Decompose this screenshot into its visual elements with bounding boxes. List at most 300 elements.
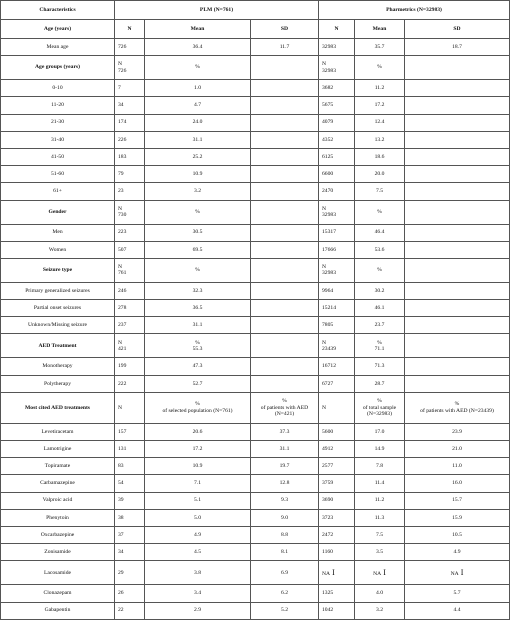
cell-psd [405, 131, 510, 148]
cell-sd [251, 39, 319, 56]
cell-mean [145, 282, 251, 299]
cell-text: 199 [118, 363, 127, 370]
cell-n [115, 526, 145, 543]
cell-pmean [355, 131, 405, 148]
cell-mean [145, 602, 251, 619]
cell-psd [405, 602, 510, 619]
cell-text: 246 [118, 287, 127, 294]
cell-psd [405, 200, 510, 224]
subheader-n: N [115, 20, 145, 39]
cell-text: 4.0 [376, 590, 383, 597]
cell-text: 2577 [322, 463, 334, 470]
subheader-row [1, 20, 510, 39]
cell-text: 3690 [322, 497, 334, 504]
cell-sd [251, 80, 319, 97]
cell-mean [145, 423, 251, 440]
cell-text: N 32983 [322, 205, 336, 218]
cell-text: 278 [118, 304, 127, 311]
cell-pmean [355, 458, 405, 475]
cell-text: 20.6 [192, 428, 203, 435]
cell-text: Age groups (years) [35, 64, 80, 71]
cell-text: Seizure type [42, 267, 73, 274]
footnote-mark-icon: I [332, 568, 335, 578]
cell-text: % [195, 64, 200, 71]
cell-label [1, 492, 115, 509]
cell-text: 19.7 [279, 463, 290, 470]
cell-text: 28.7 [374, 380, 385, 387]
cell-text: 31.1 [279, 445, 290, 452]
cell-n [115, 224, 145, 241]
cell-label [1, 258, 115, 282]
cell-text: Lacosamide [43, 569, 72, 576]
cell-n [115, 441, 145, 458]
cell-text: 31.1 [192, 322, 203, 329]
cell-n [115, 585, 145, 602]
cell-text: 21-30 [50, 119, 65, 126]
cell-text: 9964 [322, 287, 334, 294]
cell-psd [405, 224, 510, 241]
cell-n [115, 56, 145, 80]
cell-text: 7.5 [376, 188, 383, 195]
cell-text: 26 [118, 590, 124, 597]
cell-label [1, 39, 115, 56]
cell-text: 46.4 [374, 229, 385, 236]
cell-mean [145, 375, 251, 392]
cell-pmean [355, 602, 405, 619]
table-row [1, 492, 510, 509]
cell-text: 71.3 [374, 363, 385, 370]
cell-pmean [355, 97, 405, 114]
cell-text: % [377, 267, 382, 274]
cell-psd [405, 334, 510, 358]
cell-text: % [377, 64, 382, 71]
cell-text: 36.5 [192, 304, 203, 311]
cell-mean [145, 183, 251, 200]
cell-text: 47.3 [192, 363, 203, 370]
cell-mean [145, 200, 251, 224]
cell-text: 11-20 [51, 102, 64, 109]
cell-text: 8.1 [281, 549, 288, 555]
cell-text: % of patients with AED (N=23439) [420, 401, 494, 414]
cell-text: 18.7 [452, 43, 462, 50]
cell-pmean [355, 80, 405, 97]
cell-n [115, 458, 145, 475]
cell-pmean [355, 585, 405, 602]
cell-text: 6600 [322, 171, 334, 177]
cell-text: % 55.3 [192, 339, 203, 352]
cell-text: 23 [118, 188, 124, 195]
cell-mean [145, 317, 251, 334]
cell-text: Primary generalized seizures [25, 287, 90, 294]
cell-text: Monotherapy [42, 363, 73, 370]
table-row [1, 334, 510, 358]
cell-text: 1160 [322, 549, 333, 555]
cell-sd [251, 183, 319, 200]
cell-psd [405, 423, 510, 440]
cell-text: 31-40 [50, 136, 65, 143]
cell-psd [405, 148, 510, 165]
cell-text: N 726 [118, 61, 127, 74]
cell-pn [319, 80, 355, 97]
cell-text: 53.6 [374, 246, 385, 253]
cell-mean [145, 300, 251, 317]
cell-text: 6.2 [281, 590, 288, 597]
cell-pmean [355, 561, 405, 585]
cell-text: % [195, 208, 200, 215]
cell-pn [319, 166, 355, 183]
cell-sd [251, 148, 319, 165]
cell-mean [145, 441, 251, 458]
cell-text: 1325 [322, 590, 334, 597]
cell-label [1, 526, 115, 543]
cell-psd [405, 375, 510, 392]
cell-text: 17.2 [192, 445, 203, 452]
cell-psd [405, 241, 510, 258]
table-row [1, 475, 510, 492]
cell-text: Oxcarbazepine [40, 531, 75, 538]
cell-pmean [355, 39, 405, 56]
cell-label [1, 375, 115, 392]
cell-pn [319, 602, 355, 619]
cell-pmean [355, 509, 405, 526]
cell-mean [145, 97, 251, 114]
header-characteristics: Characteristics [1, 1, 115, 20]
cell-pn [319, 258, 355, 282]
cell-text: 3759 [322, 480, 334, 487]
cell-text: 3682 [322, 85, 334, 92]
cell-pmean [355, 200, 405, 224]
cell-label [1, 358, 115, 375]
cell-label [1, 544, 115, 561]
cell-text: 6.9 [281, 569, 288, 576]
cell-n [115, 492, 145, 509]
cell-text: 222 [118, 380, 127, 387]
table-row [1, 200, 510, 224]
cell-text: 15.9 [452, 514, 462, 521]
cell-pn [319, 423, 355, 440]
cell-label [1, 561, 115, 585]
cell-pn [319, 39, 355, 56]
cell-text: 15214 [322, 304, 336, 311]
cell-n [115, 334, 145, 358]
cell-text: N 761 [118, 263, 127, 277]
cell-text: 5.0 [194, 514, 201, 521]
cell-text: 46.1 [374, 304, 385, 311]
cell-label [1, 200, 115, 224]
cell-psd [405, 56, 510, 80]
cell-text: 157 [118, 428, 127, 435]
cell-label [1, 334, 115, 358]
cell-psd [405, 509, 510, 526]
cell-mean [145, 224, 251, 241]
cell-text: 51-60 [50, 171, 65, 177]
cell-text: 37.3 [279, 428, 290, 435]
cell-text: 4.9 [194, 531, 201, 538]
table-row [1, 131, 510, 148]
cell-text: 23.7 [374, 322, 385, 329]
cell-pn [319, 509, 355, 526]
cell-pmean [355, 441, 405, 458]
cell-pmean [355, 475, 405, 492]
cell-label [1, 300, 115, 317]
table-row [1, 224, 510, 241]
table-row [1, 509, 510, 526]
cell-pn [319, 300, 355, 317]
cell-text: 30.5 [192, 229, 203, 236]
cell-text: 79 [118, 171, 124, 177]
cell-text: 17.2 [374, 102, 385, 109]
cell-mean [145, 148, 251, 165]
cell-mean [145, 80, 251, 97]
cell-text: Mean age [46, 43, 69, 50]
cell-sd [251, 585, 319, 602]
cell-n [115, 375, 145, 392]
cell-text: Valproic acid [42, 497, 73, 504]
cell-text: 34 [118, 102, 124, 109]
table-row [1, 358, 510, 375]
cell-pn [319, 458, 355, 475]
table-row [1, 166, 510, 183]
cell-sd [251, 200, 319, 224]
cell-text: 726 [118, 43, 127, 50]
cell-text: 31.1 [192, 136, 203, 143]
cell-n [115, 561, 145, 585]
table-row [1, 80, 510, 97]
subheader-mean: Mean [145, 20, 251, 39]
cell-label [1, 458, 115, 475]
cell-text: 20.0 [374, 171, 385, 177]
cell-text: 2.9 [194, 607, 201, 614]
cell-pn [319, 441, 355, 458]
cell-text: Women [48, 246, 67, 253]
cell-mean [145, 458, 251, 475]
cell-text: 17666 [322, 246, 336, 253]
cell-n [115, 317, 145, 334]
cell-text: 4.4 [453, 607, 461, 614]
cell-text: 39 [118, 497, 124, 504]
cell-text: 7.1 [194, 480, 201, 487]
cell-pmean [355, 148, 405, 165]
cell-psd [405, 258, 510, 282]
cell-pn [319, 475, 355, 492]
cell-text: 61+ [53, 188, 62, 195]
cell-label [1, 131, 115, 148]
cell-sd [251, 561, 319, 585]
cell-pn [319, 183, 355, 200]
table-row [1, 114, 510, 131]
cell-psd [405, 97, 510, 114]
cell-text: 29 [118, 569, 124, 576]
subheader-pharm-mean: Mean [355, 20, 405, 39]
cell-sd [251, 334, 319, 358]
cell-text: 3.2 [376, 607, 383, 614]
cell-text: 174 [118, 119, 127, 126]
cell-pmean [355, 375, 405, 392]
cell-pmean [355, 224, 405, 241]
cell-text: Gender [48, 208, 67, 215]
cell-label [1, 392, 115, 423]
cell-pn [319, 334, 355, 358]
cell-text: 223 [118, 229, 127, 236]
cell-psd [405, 300, 510, 317]
cell-text: 8.8 [281, 531, 288, 538]
cell-text: 10.9 [192, 171, 203, 177]
cell-pmean [355, 258, 405, 282]
cell-pmean [355, 56, 405, 80]
cell-text: 35.7 [374, 43, 385, 50]
cell-sd [251, 131, 319, 148]
cell-sd [251, 526, 319, 543]
cell-text: 0-10 [52, 85, 63, 92]
cell-text: 183 [118, 153, 127, 160]
cell-psd [405, 166, 510, 183]
cell-psd [405, 183, 510, 200]
cell-text: 10.5 [452, 531, 462, 538]
cell-label [1, 97, 115, 114]
cell-sd [251, 97, 319, 114]
cell-mean [145, 131, 251, 148]
cell-psd [405, 39, 510, 56]
cell-text: Men [52, 229, 63, 236]
cell-text: 9.0 [281, 514, 288, 521]
subheader-pharm-n: N [319, 20, 355, 39]
cell-text: 5675 [322, 102, 334, 109]
subheader-pharm-sd: SD [405, 20, 510, 39]
cell-text: 11.0 [452, 463, 462, 470]
cell-text: 32983 [322, 43, 336, 50]
table-row [1, 561, 510, 585]
cell-sd [251, 602, 319, 619]
header-row [1, 1, 510, 20]
cell-mean [145, 585, 251, 602]
cell-text: 4.7 [194, 102, 201, 109]
table-row [1, 148, 510, 165]
cell-text: 38 [118, 514, 124, 521]
cell-n [115, 475, 145, 492]
cell-text: 131 [118, 445, 127, 452]
cell-label [1, 56, 115, 80]
cell-text: NA [322, 571, 331, 578]
cell-pn [319, 148, 355, 165]
cell-mean [145, 39, 251, 56]
cell-text: 9.3 [281, 497, 288, 504]
cell-text: 226 [118, 136, 127, 143]
cell-mean [145, 56, 251, 80]
cell-pmean [355, 544, 405, 561]
cell-sd [251, 375, 319, 392]
cell-text: % 71.1 [374, 339, 385, 352]
table-row [1, 56, 510, 80]
table-row [1, 544, 510, 561]
cell-text: 25.2 [192, 153, 203, 160]
cell-text: 15.7 [452, 497, 462, 504]
cell-text: 34 [118, 549, 124, 555]
cell-pn [319, 241, 355, 258]
cell-sd [251, 56, 319, 80]
table-row [1, 526, 510, 543]
cell-text: 4912 [322, 445, 334, 452]
cell-pn [319, 392, 355, 423]
cell-psd [405, 392, 510, 423]
cell-psd [405, 475, 510, 492]
cell-text: N 32983 [322, 61, 336, 74]
cell-psd [405, 282, 510, 299]
cell-label [1, 475, 115, 492]
cell-label [1, 224, 115, 241]
table-row [1, 458, 510, 475]
cell-mean [145, 358, 251, 375]
cell-mean [145, 241, 251, 258]
cell-pmean [355, 358, 405, 375]
cell-mean [145, 492, 251, 509]
cell-text: Topiramate [44, 463, 71, 470]
cell-n [115, 80, 145, 97]
cell-pmean [355, 423, 405, 440]
cell-sd [251, 114, 319, 131]
cell-n [115, 97, 145, 114]
cell-text: AED Treatment [38, 342, 77, 349]
cell-sd [251, 358, 319, 375]
cell-pn [319, 282, 355, 299]
cell-text: % of total sample (N=32983) [362, 398, 397, 418]
cell-text: % of patients with AED (N=421) [260, 398, 309, 418]
cell-n [115, 423, 145, 440]
cell-n [115, 602, 145, 619]
cell-psd [405, 561, 510, 585]
cell-text: 4.9 [453, 549, 461, 555]
cell-text: 83 [118, 463, 124, 470]
cell-text: 2472 [322, 531, 334, 538]
cell-text: 5.1 [194, 497, 201, 504]
subheader-age: Age (years) [1, 20, 115, 39]
cell-n [115, 258, 145, 282]
cell-pmean [355, 392, 405, 423]
table-row [1, 392, 510, 423]
table-row [1, 39, 510, 56]
cell-mean [145, 334, 251, 358]
cell-label [1, 602, 115, 619]
cell-text: Polytherapy [43, 380, 72, 387]
table-row [1, 585, 510, 602]
cell-text: N [118, 404, 123, 411]
cell-text: 17.0 [374, 428, 385, 435]
table-row [1, 317, 510, 334]
cell-sd [251, 544, 319, 561]
cell-pmean [355, 300, 405, 317]
cell-label [1, 80, 115, 97]
cell-text: Unknown/Missing seizure [28, 322, 87, 329]
cell-label [1, 423, 115, 440]
cell-text: 3.2 [194, 188, 201, 195]
cell-text: 1.0 [194, 85, 201, 92]
cell-text: 11.2 [374, 85, 385, 92]
cell-text: NA [450, 571, 459, 578]
cell-label [1, 509, 115, 526]
cell-text: 3.5 [376, 549, 383, 555]
cell-text: 237 [118, 322, 127, 329]
cell-text: % [377, 208, 382, 215]
cell-pn [319, 200, 355, 224]
table-row [1, 258, 510, 282]
cell-pmean [355, 241, 405, 258]
cell-n [115, 131, 145, 148]
cell-text: 23.9 [452, 428, 462, 435]
cell-label [1, 148, 115, 165]
cell-n [115, 282, 145, 299]
cell-text: 4079 [322, 119, 334, 126]
cell-sd [251, 258, 319, 282]
cell-label [1, 241, 115, 258]
